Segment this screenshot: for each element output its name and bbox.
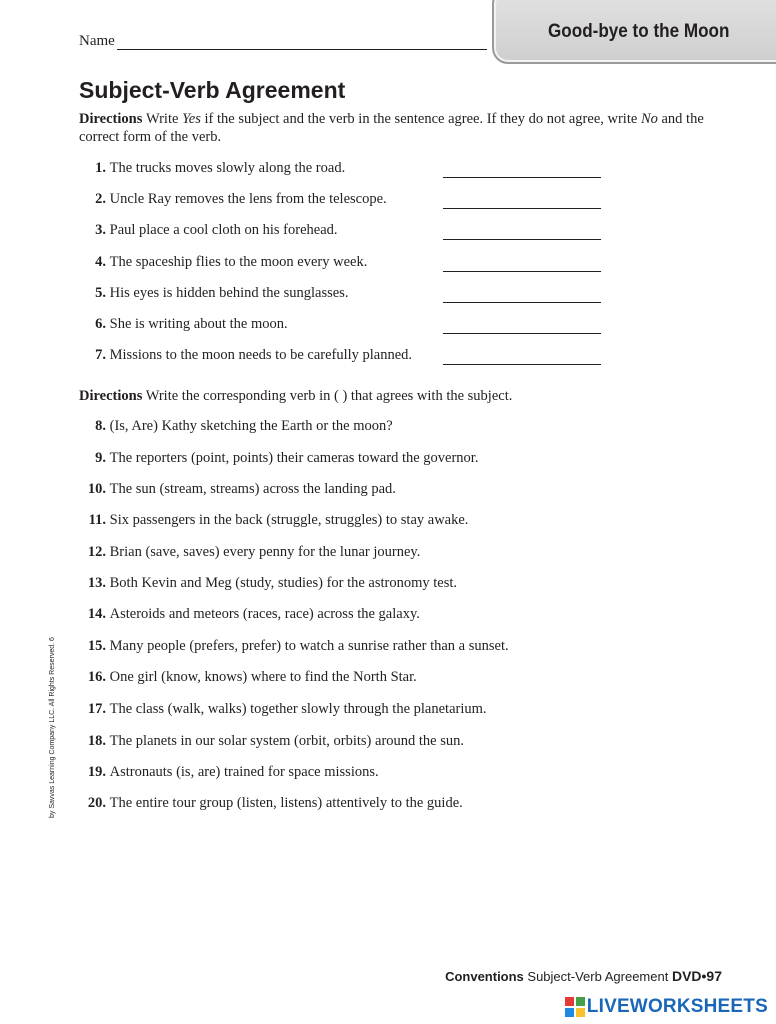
name-label: Name — [79, 33, 115, 49]
item-number: 7. — [95, 347, 106, 363]
item-text: The reporters (point, points) their cameras toward the governor. — [109, 450, 479, 466]
item-number: 1. — [95, 160, 106, 176]
item-number: 11. — [88, 512, 106, 528]
item-text: Both Kevin and Meg (study, studies) for the astronomy test. — [109, 575, 458, 591]
item-number: 12. — [87, 544, 106, 560]
copyright-sidebar: by Savvas Learning Company LLC. All Rights Reserved. 6 — [49, 637, 56, 818]
item-text: (Is, Are) Kathy sketching the Earth or the moon? — [109, 418, 393, 434]
answer-blank[interactable] — [443, 225, 601, 240]
item-text: Uncle Ray removes the lens from the telescope. — [109, 191, 387, 207]
directions-text: if the subject and the verb in the sentence agree. If they do not agree, write — [200, 111, 641, 127]
item-number: 13. — [87, 575, 106, 591]
list-item — [79, 316, 288, 333]
item-number: 14. — [87, 606, 106, 622]
item-text: Missions to the moon needs to be carefully planned. — [109, 347, 413, 363]
list-item — [79, 733, 464, 750]
list-item — [79, 544, 420, 561]
item-number: 16. — [87, 669, 106, 685]
name-row — [79, 33, 487, 50]
item-number: 9. — [95, 450, 106, 466]
page-title: Subject-Verb Agreement — [79, 77, 346, 103]
item-text: Paul place a cool cloth on his forehead. — [109, 222, 338, 238]
directions-label: Directions — [79, 388, 143, 404]
item-text: The entire tour group (listen, listens) attentively to the guide. — [109, 795, 463, 811]
list-item — [79, 191, 387, 208]
item-text: The class (walk, walks) together slowly through the planetarium. — [109, 701, 487, 717]
item-text: His eyes is hidden behind the sunglasses. — [109, 285, 349, 301]
directions-part1 — [79, 110, 729, 146]
item-number: 10. — [87, 481, 106, 497]
directions-yes: Yes — [182, 111, 201, 127]
item-number: 6. — [95, 316, 106, 332]
item-number: 4. — [95, 254, 106, 270]
item-number: 19. — [87, 764, 106, 780]
answer-blank[interactable] — [443, 194, 601, 209]
list-item — [79, 481, 396, 498]
directions-text: Write the corresponding verb in ( ) that agrees with the subject. — [142, 388, 513, 404]
item-text: Asteroids and meteors (races, race) across the galaxy. — [109, 606, 420, 622]
list-item — [79, 450, 478, 467]
list-item — [79, 347, 412, 364]
list-item — [79, 606, 420, 623]
item-number: 17. — [87, 701, 106, 717]
item-text: The sun (stream, streams) across the landing pad. — [109, 481, 396, 497]
list-item — [79, 669, 417, 686]
list-item — [79, 764, 379, 781]
item-text: Six passengers in the back (struggle, struggles) to stay awake. — [109, 512, 469, 528]
list-item — [79, 418, 393, 435]
list-item — [79, 795, 463, 812]
item-text: The planets in our solar system (orbit, orbits) around the sun. — [109, 733, 465, 749]
directions-text: and the correct form of the verb. — [79, 111, 704, 145]
item-number: 18. — [87, 733, 106, 749]
item-text: Brian (save, saves) every penny for the lunar journey. — [109, 544, 421, 560]
directions-label: Directions — [79, 111, 143, 127]
footer-section: Conventions — [445, 969, 524, 984]
item-number: 2. — [95, 191, 106, 207]
page-footer — [445, 968, 722, 984]
list-item — [79, 638, 509, 655]
item-number: 5. — [95, 285, 106, 301]
directions-part2 — [79, 387, 729, 405]
item-text: One girl (know, knows) where to find the North Star. — [109, 669, 417, 685]
liveworksheets-brand — [565, 996, 768, 1018]
item-number: 3. — [95, 222, 106, 238]
answer-blank[interactable] — [443, 319, 601, 334]
liveworksheets-logo-icon — [565, 997, 585, 1017]
footer-topic: Subject-Verb Agreement — [523, 969, 672, 984]
directions-no: No — [640, 111, 658, 127]
answer-blank[interactable] — [443, 350, 601, 365]
list-item — [79, 575, 457, 592]
list-item — [79, 254, 367, 271]
list-item — [79, 285, 348, 302]
item-number: 15. — [87, 638, 106, 654]
item-number: 8. — [95, 418, 106, 434]
directions-text: Write — [146, 111, 183, 127]
answer-blank[interactable] — [443, 163, 601, 178]
item-text: The trucks moves slowly along the road. — [109, 160, 346, 176]
item-text: Astronauts (is, are) trained for space missions. — [109, 764, 379, 780]
list-item — [79, 701, 487, 718]
item-text: She is writing about the moon. — [109, 316, 288, 332]
item-text: Many people (prefers, prefer) to watch a sunrise rather than a sunset. — [109, 638, 509, 654]
name-field[interactable] — [117, 35, 487, 50]
brand-text: LIVEWORKSHEETS — [586, 996, 768, 1017]
list-item — [79, 160, 345, 177]
list-item — [79, 222, 338, 239]
tab-title: Good-bye to the Moon — [548, 21, 730, 42]
item-number: 20. — [87, 795, 106, 811]
list-item — [79, 512, 468, 529]
footer-page: DVD•97 — [671, 968, 722, 984]
answer-blank[interactable] — [443, 288, 601, 303]
answer-blank[interactable] — [443, 257, 601, 272]
item-text: The spaceship flies to the moon every week. — [109, 254, 368, 270]
